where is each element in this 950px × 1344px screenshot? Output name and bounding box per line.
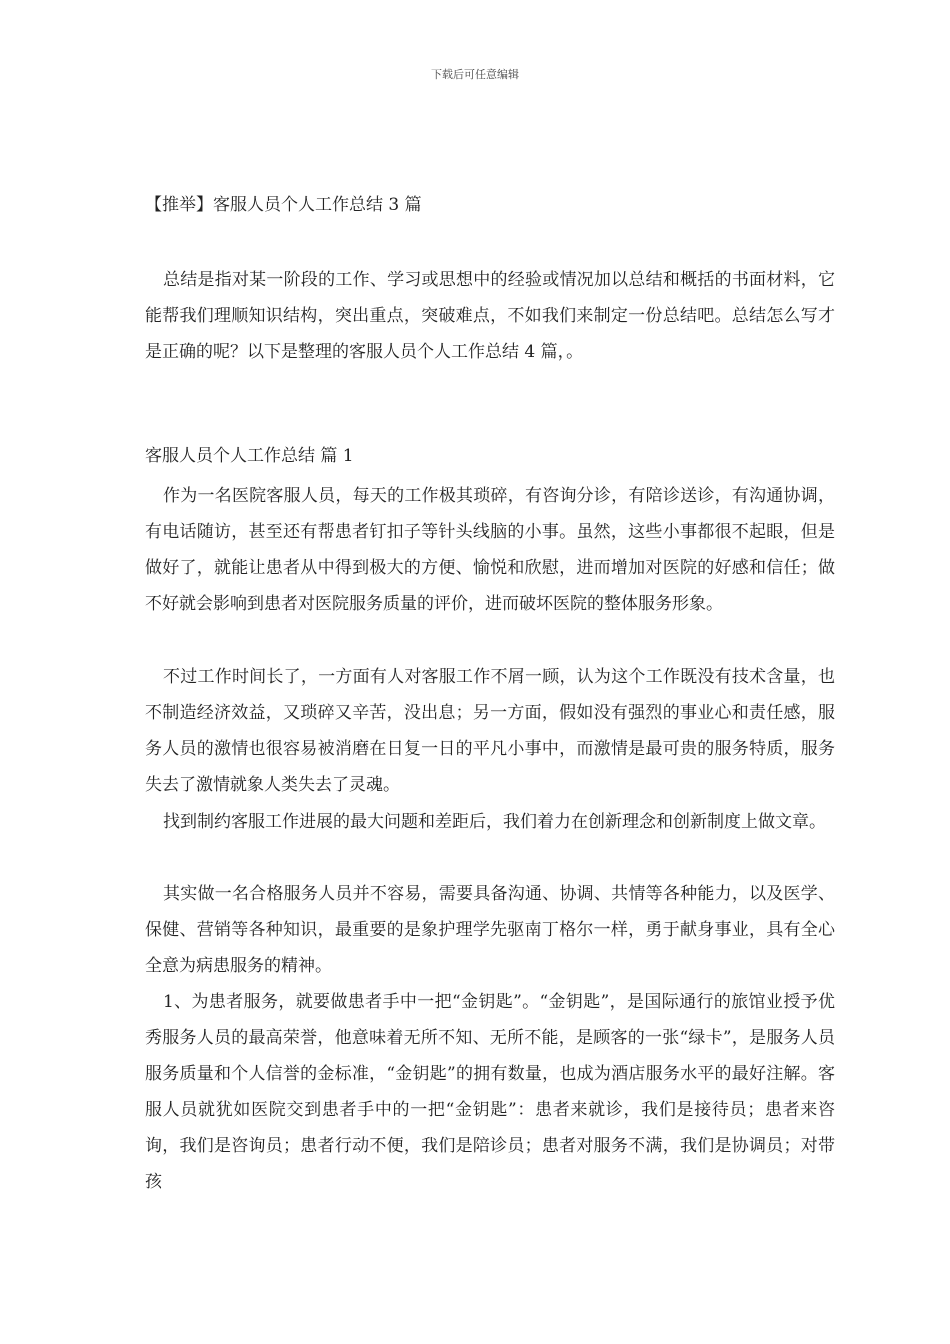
section-heading: 客服人员个人工作总结 篇 1 (145, 446, 354, 466)
body-paragraph-1: 作为一名医院客服人员，每天的工作极其琐碎，有咨询分诊，有陪诊送诊，有沟通协调，有电话随访，甚至还有帮患者钉扣子等针头线脑的小事。虽然，这些小事都很不起眼，但是做好了，就能让患者从中得到极大的方便、愉悦和欣慰，进而增加对医院的好感和信任；做不好就会影响到患者对医院服务质量的评价，进而破坏医院的整体服务形象。 (145, 486, 835, 614)
body-paragraph-5: 1、为患者服务，就要做患者手中一把“金钥匙”。“金钥匙”，是国际通行的旅馆业授予优秀服务人员的最高荣誉，他意味着无所不知、无所不能，是顾客的一张“绿卡”，是服务人员服务质量和个人信誉的金标准，“金钥匙”的拥有数量，也成为酒店服务水平的最好注解。客服人员就犹如医院交到患者手中的一把“金钥匙”：患者来就诊，我们是接待员；患者来咨询，我们是咨询员；患者行动不便，我们是陪诊员；患者对服务不满，我们是协调员；对带孩 (145, 992, 835, 1192)
body-paragraph-4: 其实做一名合格服务人员并不容易，需要具备沟通、协调、共情等各种能力，以及医学、保健、营销等各种知识，最重要的是象护理学先驱南丁格尔一样，勇于献身事业，具有全心全意为病患服务的精神。 (145, 884, 835, 976)
body-paragraph-3: 找到制约客服工作进展的最大问题和差距后，我们着力在创新理念和创新制度上做文章。 (163, 812, 826, 832)
page-header: 下载后可任意编辑 (431, 68, 519, 81)
intro-paragraph: 总结是指对某一阶段的工作、学习或思想中的经验或情况加以总结和概括的书面材料，它能帮我们理顺知识结构，突出重点，突破难点，不如我们来制定一份总结吧。总结怎么写才是正确的呢？以下是整理的客服人员个人工作总结 4 篇，。 (145, 270, 835, 362)
body-paragraph-2: 不过工作时间长了，一方面有人对客服工作不屑一顾，认为这个工作既没有技术含量，也不制造经济效益，又琐碎又辛苦，没出息；另一方面，假如没有强烈的事业心和责任感，服务人员的激情也很容易被消磨在日复一日的平凡小事中，而激情是最可贵的服务特质，服务失去了激情就象人类失去了灵魂。 (145, 667, 835, 795)
document-title: 【推举】客服人员个人工作总结 3 篇 (145, 195, 422, 215)
